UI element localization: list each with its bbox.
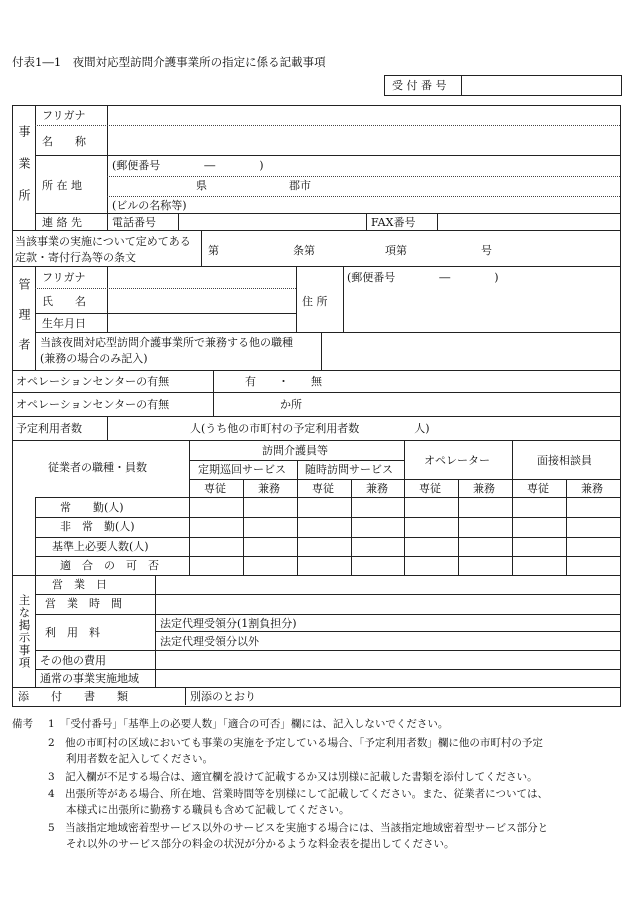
service-area-label: 通常の事業実施地域 <box>40 672 139 685</box>
staff-on-call: 随時訪問サービス <box>305 463 393 476</box>
col-full-4: 専従 <box>527 482 549 495</box>
attachment-value: 別添のとおり <box>190 690 256 703</box>
fee-other-label: 法定代理受領分以外 <box>160 635 259 648</box>
manager-name-label: 氏 名 <box>42 295 86 308</box>
notes-header: 備考 <box>12 718 33 730</box>
staff-interviewer: 面接相談員 <box>537 454 592 467</box>
staff-row-part-time: 非 常 勤(人) <box>60 520 135 533</box>
office-furigana-input[interactable] <box>109 106 618 124</box>
form-title: 付表1―1 夜間対応型訪問介護事業所の指定に係る記載事項 <box>12 55 326 69</box>
receipt-input[interactable] <box>463 77 619 94</box>
office-fax-label: FAX番号 <box>371 216 416 229</box>
col-concurrent-3: 兼務 <box>473 482 495 495</box>
office-phone-input[interactable] <box>180 214 365 229</box>
manager-furigana-label: フリガナ <box>42 271 86 284</box>
articles-label-2: 定款・寄付行為等の条文 <box>15 251 136 264</box>
users-text: 人(うち他の市町村の予定利用者数 人) <box>190 422 430 435</box>
manager-furigana-input[interactable] <box>109 267 294 287</box>
staff-group-visit: 訪問介護員等 <box>262 444 328 457</box>
col-full-3: 専従 <box>419 482 441 495</box>
fee-label: 利 用 料 <box>45 626 100 639</box>
manager-side-label: 管理者 <box>17 278 31 368</box>
manager-birth-input[interactable] <box>109 314 294 331</box>
manager-postal: (郵便番号 ― ) <box>347 271 499 284</box>
office-name-input[interactable] <box>109 127 618 154</box>
office-phone-label: 電話番号 <box>112 216 156 229</box>
operator-center-choices[interactable]: 有 ・ 無 <box>245 375 322 388</box>
business-hours-label: 営 業 時 間 <box>45 597 122 610</box>
office-side-label: 事業所 <box>17 125 31 221</box>
staff-row-required: 基準上必要人数(人) <box>52 540 149 553</box>
staff-regular-patrol: 定期巡回サービス <box>198 463 286 476</box>
other-costs-label: その他の費用 <box>40 654 106 667</box>
col-concurrent-1: 兼務 <box>258 482 280 495</box>
note-4-line-1: 4 出張所等がある場合、所在地、営業時間等を別様にして記載してください。また、従業者については、 <box>48 788 548 800</box>
note-2-line-1: 2 他の市町村の区域においても事業の実施を予定している場合、「予定利用者数」欄に他の市町村の予定 <box>48 737 543 749</box>
articles-label-1: 当該事業の実施について定めてある <box>15 235 191 248</box>
office-fax-input[interactable] <box>439 214 618 229</box>
operator-center-label-2: オペレーションセンターの有無 <box>16 398 170 411</box>
office-postal: (郵便番号 ― ) <box>112 159 264 172</box>
office-prefecture: 県 <box>196 179 207 192</box>
manager-other-job-label-2: (兼務の場合のみ記入) <box>40 352 148 365</box>
office-county: 郡市 <box>289 179 311 192</box>
manager-address-label: 住 所 <box>302 295 328 308</box>
note-2-line-2: 利用者数を記入してください。 <box>66 753 213 765</box>
manager-other-job-input[interactable] <box>323 333 618 369</box>
receipt-label: 受 付 番 号 <box>392 79 447 92</box>
office-furigana-label: フリガナ <box>42 109 86 122</box>
articles-jo: 条第 <box>293 244 315 257</box>
users-label: 予定利用者数 <box>16 422 82 435</box>
manager-address-input[interactable] <box>345 286 618 331</box>
office-building: (ビルの名称等) <box>112 199 187 212</box>
articles-go: 号 <box>481 244 492 257</box>
office-address-label: 所 在 地 <box>42 179 82 192</box>
business-days-label: 営 業 日 <box>52 578 107 591</box>
office-name-label: 名 称 <box>42 135 86 148</box>
col-full-2: 専従 <box>312 482 334 495</box>
note-4-line-2: 本様式に出張所に勤務する職員も含めて記載してください。 <box>66 804 350 816</box>
manager-birth-label: 生年月日 <box>42 317 86 330</box>
staff-operator: オペレーター <box>424 454 490 467</box>
attachment-label: 添 付 書 類 <box>18 690 128 703</box>
staff-row-compliance: 適 合 の 可 否 <box>60 559 159 572</box>
office-contact-label: 連 絡 先 <box>42 216 82 229</box>
col-full-1: 専従 <box>204 482 226 495</box>
note-3: 3 記入欄が不足する場合は、適宜欄を設けて記載するか又は別様に記載した書類を添付してください。 <box>48 771 538 783</box>
articles-dai: 第 <box>208 244 219 257</box>
note-1: 1 「受付番号」「基準上の必要人数」「適合の可否」欄には、記入しないでください。 <box>48 718 449 730</box>
col-concurrent-2: 兼務 <box>366 482 388 495</box>
col-concurrent-4: 兼務 <box>581 482 603 495</box>
operator-center-label-1: オペレーションセンターの有無 <box>16 375 170 388</box>
fee-statutory-label: 法定代理受領分(1割負担分) <box>160 617 297 630</box>
operator-center-count-suffix: か所 <box>280 398 302 411</box>
main-items-side-label: 主な掲示事項 <box>17 594 32 669</box>
manager-name-input[interactable] <box>109 290 294 312</box>
articles-ko: 項第 <box>385 244 407 257</box>
note-5-line-1: 5 当該指定地域密着型サービス以外のサービスを実施する場合には、当該指定地域密着型サービス部分と <box>48 822 549 834</box>
staff-header-label: 従業者の職種・員数 <box>48 461 147 474</box>
note-5-line-2: それ以外のサービス部分の料金の状況が分かるような料金表を提出してください。 <box>66 838 455 850</box>
staff-row-full-time: 常 勤(人) <box>60 501 124 514</box>
manager-other-job-label-1: 当該夜間対応型訪問介護事業所で兼務する他の職種 <box>40 336 293 349</box>
